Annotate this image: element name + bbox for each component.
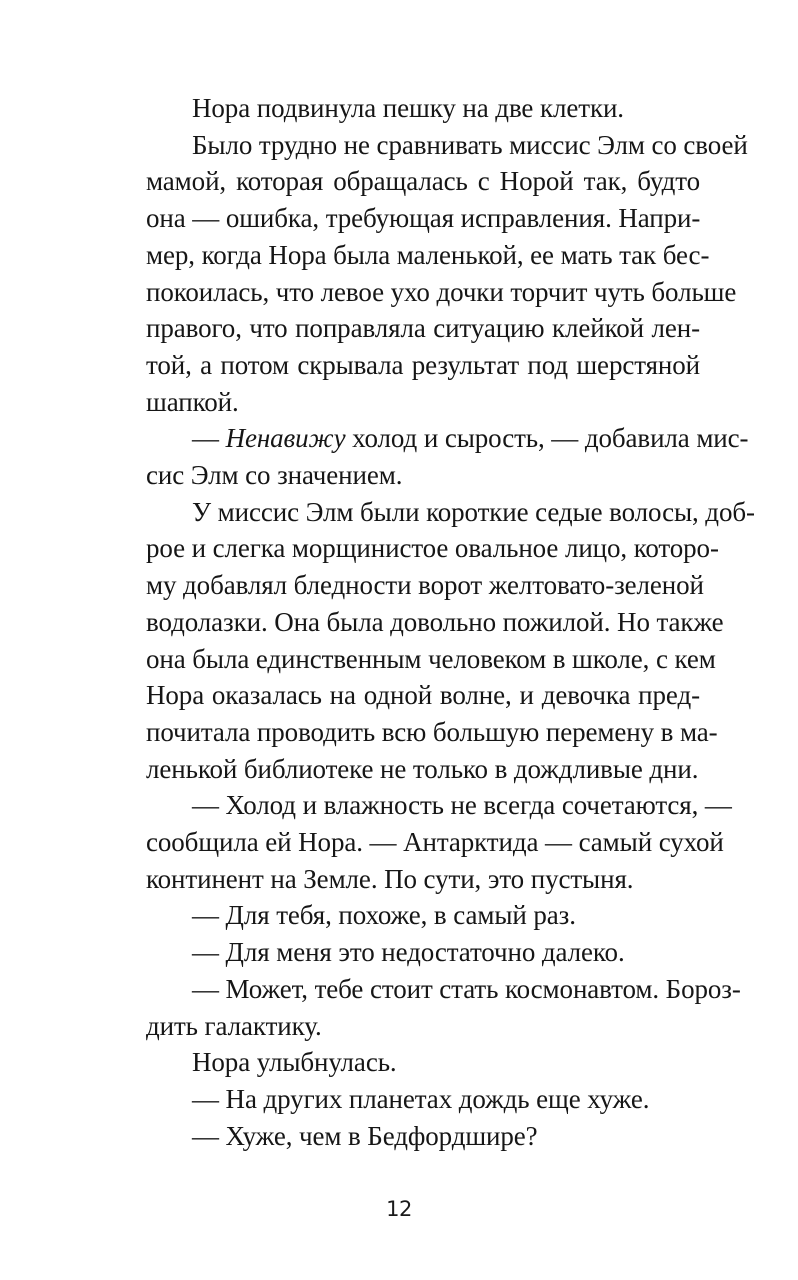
paragraph [100,787,732,897]
text-line: мамой, которая обращалась с Норой так, будто [146,166,700,197]
paragraph [100,1044,700,1081]
text-line: — Для тебя, похоже, в самый раз. [192,900,576,931]
text-line: дить галактику. [146,1010,322,1041]
page-number: 12 [386,1197,412,1221]
text-line: — Холод и влажность не всегда сочетаются, — [192,790,732,821]
paragraph [100,934,700,971]
text-fragment: холод и сырость, — добавила мис- [345,423,749,454]
paragraph [100,971,741,1044]
text-line: Нора улыбнулась. [192,1047,397,1078]
text-line: — Может, тебе стоит стать космонавтом. Бороз- [192,973,741,1004]
text-line: ленькой библиотеке не только в дождливые дни. [146,753,699,784]
text-line: сообщила ей Нора. — Антарктида — самый сухой [146,827,724,858]
text-line: шапкой. [146,386,239,417]
paragraph [100,897,700,934]
text-line: — На других планетах дождь еще хуже. [192,1083,650,1114]
text-line: она — ошибка, требующая исправления. Напри- [146,203,701,234]
text-line: почитала проводить всю большую перемену в ма- [146,716,718,747]
paragraph [100,1118,700,1155]
text-line: континент на Земле. По сути, это пустыня. [146,863,634,894]
paragraph [100,494,755,788]
text-line: — Хуже, чем в Бедфордшире? [192,1120,538,1151]
text-line: той, а потом скрывала результат под шерстяной [146,349,700,380]
text-line: Было трудно не сравнивать миссис Элм со своей [192,129,748,160]
paragraph [100,90,700,127]
text-line: Нора подвинула пешку на две клетки. [192,93,624,123]
text-line: Нора оказалась на одной волне, и девочка пред- [146,680,700,711]
text-line [100,420,749,457]
text-line: правого, что поправляла ситуацию клейкой лен- [146,313,700,344]
text-line: мер, когда Нора была маленькой, ее мать так бес- [146,239,710,270]
italic-word: Ненавижу [225,423,346,454]
text-line: му добавлял бледности ворот желтовато-зеленой [146,570,704,601]
text-line: — Для меня это недостаточно далеко. [192,937,625,968]
text-line: водолазки. Она была довольно пожилой. Но также [146,606,724,637]
paragraph [100,1081,700,1118]
text-line: она была единственным человеком в школе, с кем [146,643,716,674]
body-text [100,90,755,1154]
dash: — [192,423,226,454]
text-line: рое и слегка морщинистое овальное лицо, которо- [146,533,719,564]
paragraph [100,420,749,493]
paragraph [100,127,748,421]
text-line: покоилась, что левое ухо дочки торчит чуть больше [146,276,737,307]
text-line: сис Элм со значением. [146,460,403,491]
text-line: У миссис Элм были короткие седые волосы, доб- [192,496,755,527]
